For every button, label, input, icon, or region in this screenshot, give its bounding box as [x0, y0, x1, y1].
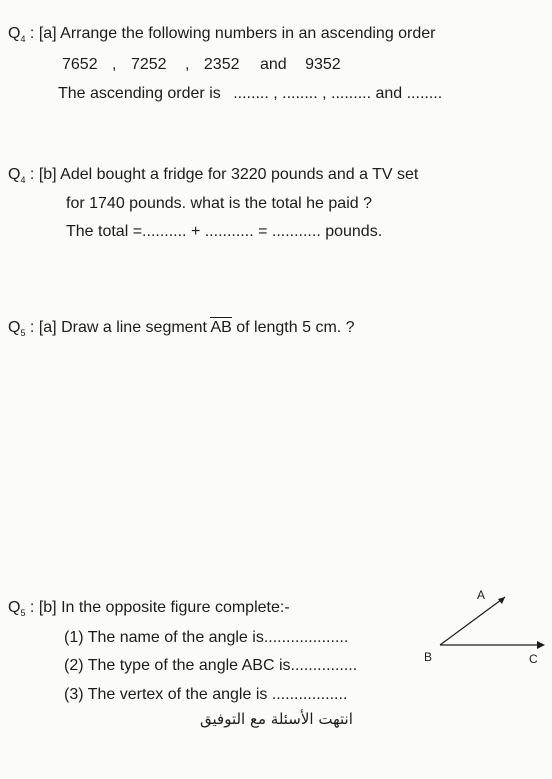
number-1: 7652: [62, 56, 98, 73]
q5a-tag: : [a]: [29, 319, 57, 336]
q4b-heading: [8, 165, 418, 186]
q5a-segment: AB: [210, 319, 232, 336]
q4b-label: $Q_4$: [8, 166, 26, 185]
q5b-tag: : [b]: [29, 599, 57, 616]
q4a-answer-row: [58, 84, 442, 104]
q5a-suffix: of length 5 cm. ?: [236, 319, 355, 336]
q4a-numbers: [62, 55, 341, 75]
separator: ,: [185, 56, 190, 73]
q4a-tag: : [a]: [29, 25, 57, 42]
q4b-tag: : [b]: [29, 166, 57, 183]
number-2: 7252: [130, 56, 167, 73]
q5b-item-2: (2) The type of the angle ABC is...............: [64, 657, 358, 674]
q4a-label: $Q_4$: [8, 25, 26, 44]
q5b-heading: [8, 598, 290, 619]
separator: ,: [112, 56, 117, 73]
number-3: 2352: [203, 56, 240, 73]
arrowhead-c: [537, 641, 545, 649]
q5b-instruction: In the opposite figure complete:-: [61, 599, 290, 616]
arrowhead-a: [498, 597, 505, 604]
q4a-instruction: Arrange the following numbers in an ascending order: [60, 25, 436, 42]
q4b-line2: for 1740 pounds. what is the total he paid ?: [66, 195, 372, 212]
q5b-item-3: (3) The vertex of the angle is .................: [64, 686, 348, 703]
q4b-line1: Adel bought a fridge for 3220 pounds and a TV set: [60, 166, 419, 183]
q5b-label: $Q_5$: [8, 599, 26, 618]
ray-ba: [440, 597, 505, 645]
label-b: B: [424, 650, 433, 664]
label-a: A: [477, 588, 486, 602]
label-c: C: [529, 652, 538, 665]
q5a-label: $Q_5$: [8, 319, 26, 338]
q5b-item-1: (1) The name of the angle is...................: [64, 629, 349, 646]
q5a-prefix: Draw a line segment: [61, 319, 207, 336]
and-word: and: [259, 56, 287, 73]
q4a-heading: [8, 24, 436, 45]
closing-note: انتهت الأسئلة مع التوفيق: [200, 710, 353, 728]
q4b-line3: The total =.......... + ........... = ........... pounds.: [66, 223, 383, 240]
q4a-answer-blanks: ........ , ........ , ......... and ........: [233, 85, 443, 102]
q4a-answer-prefix: The ascending order is: [58, 85, 221, 102]
angle-figure: [415, 585, 545, 665]
number-4: 9352: [305, 56, 341, 73]
q5a-heading: [8, 318, 355, 339]
